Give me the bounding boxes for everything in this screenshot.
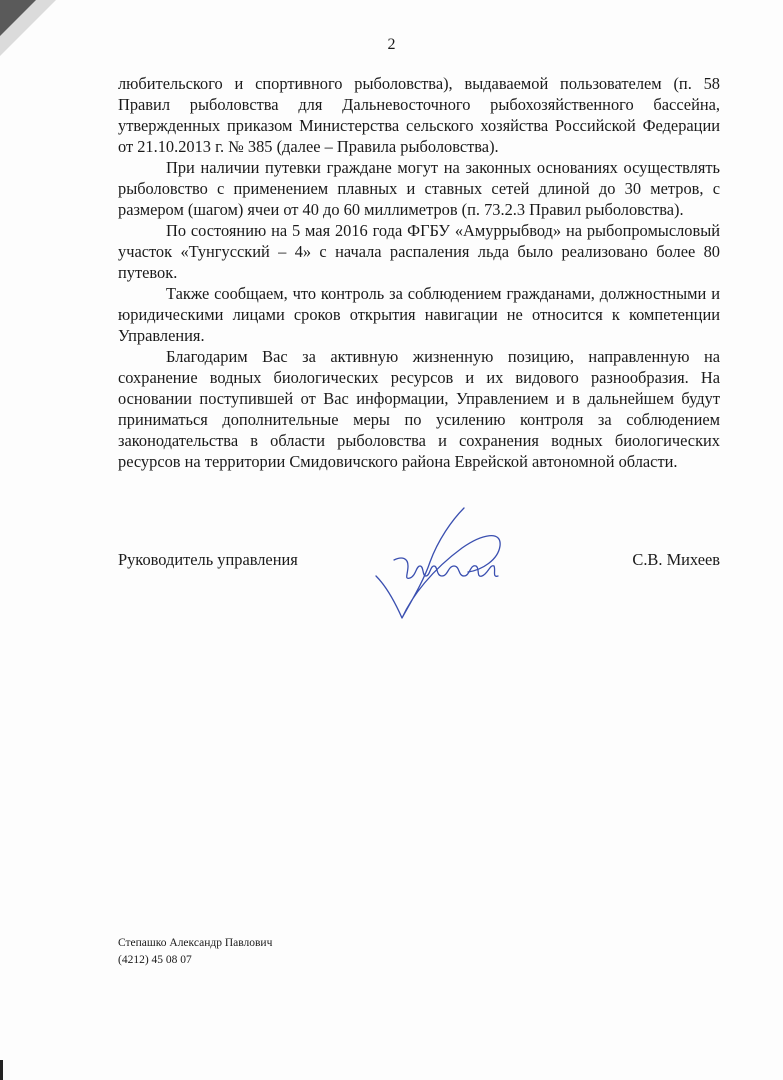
signatory-name: С.В. Михеев xyxy=(632,550,720,569)
page-number: 2 xyxy=(387,36,396,53)
paragraph-4: Также сообщаем, что контроль за соблюдением гражданами, должностными и юридическими лицами сроков открытия навигации не относится к компетенции Управления. xyxy=(118,284,720,345)
letter-body xyxy=(118,73,720,472)
page-corner-fold xyxy=(0,0,36,36)
executor-phone: (4212) 45 08 07 xyxy=(118,954,192,966)
paragraph-1: любительского и спортивного рыболовства), выдаваемой пользователем (п. 58 Правил рыболовства для Дальневосточного рыбохозяйственного бассейна, утвержденных приказом Министерства сельского хозяйства Российской Федерации от 21.10.2013 г. № 385 (далее – Правила рыболовства). xyxy=(118,74,720,156)
paragraph-2: При наличии путевки граждане могут на законных основаниях осуществлять рыболовство с применением плавных и ставных сетей длиной до 30 метров, с размером (шагом) ячеи от 40 до 60 миллиметров (п. 73.2.3 Правил рыболовства). xyxy=(118,158,720,219)
scan-edge-mark xyxy=(0,1060,3,1080)
executor-name: Степашко Александр Павлович xyxy=(118,937,273,949)
handwritten-signature xyxy=(372,500,522,630)
signatory-position: Руководитель управления xyxy=(118,550,298,569)
executor-info xyxy=(118,935,272,969)
paragraph-3: По состоянию на 5 мая 2016 года ФГБУ «Амуррыбвод» на рыбопромысловый участок «Тунгусский – 4» с начала распаления льда было реализовано более 80 путевок. xyxy=(118,221,720,282)
paragraph-5: Благодарим Вас за активную жизненную позицию, направленную на сохранение водных биологических ресурсов и их видового разнообразия. На основании поступившей от Вас информации, Управлением и в дальнейшем будут приниматься дополнительные меры по усилению контроля за соблюдением законодательства в области рыболовства и сохранения водных биологических ресурсов на территории Смидовичского района Еврейской автономной области. xyxy=(118,347,720,471)
